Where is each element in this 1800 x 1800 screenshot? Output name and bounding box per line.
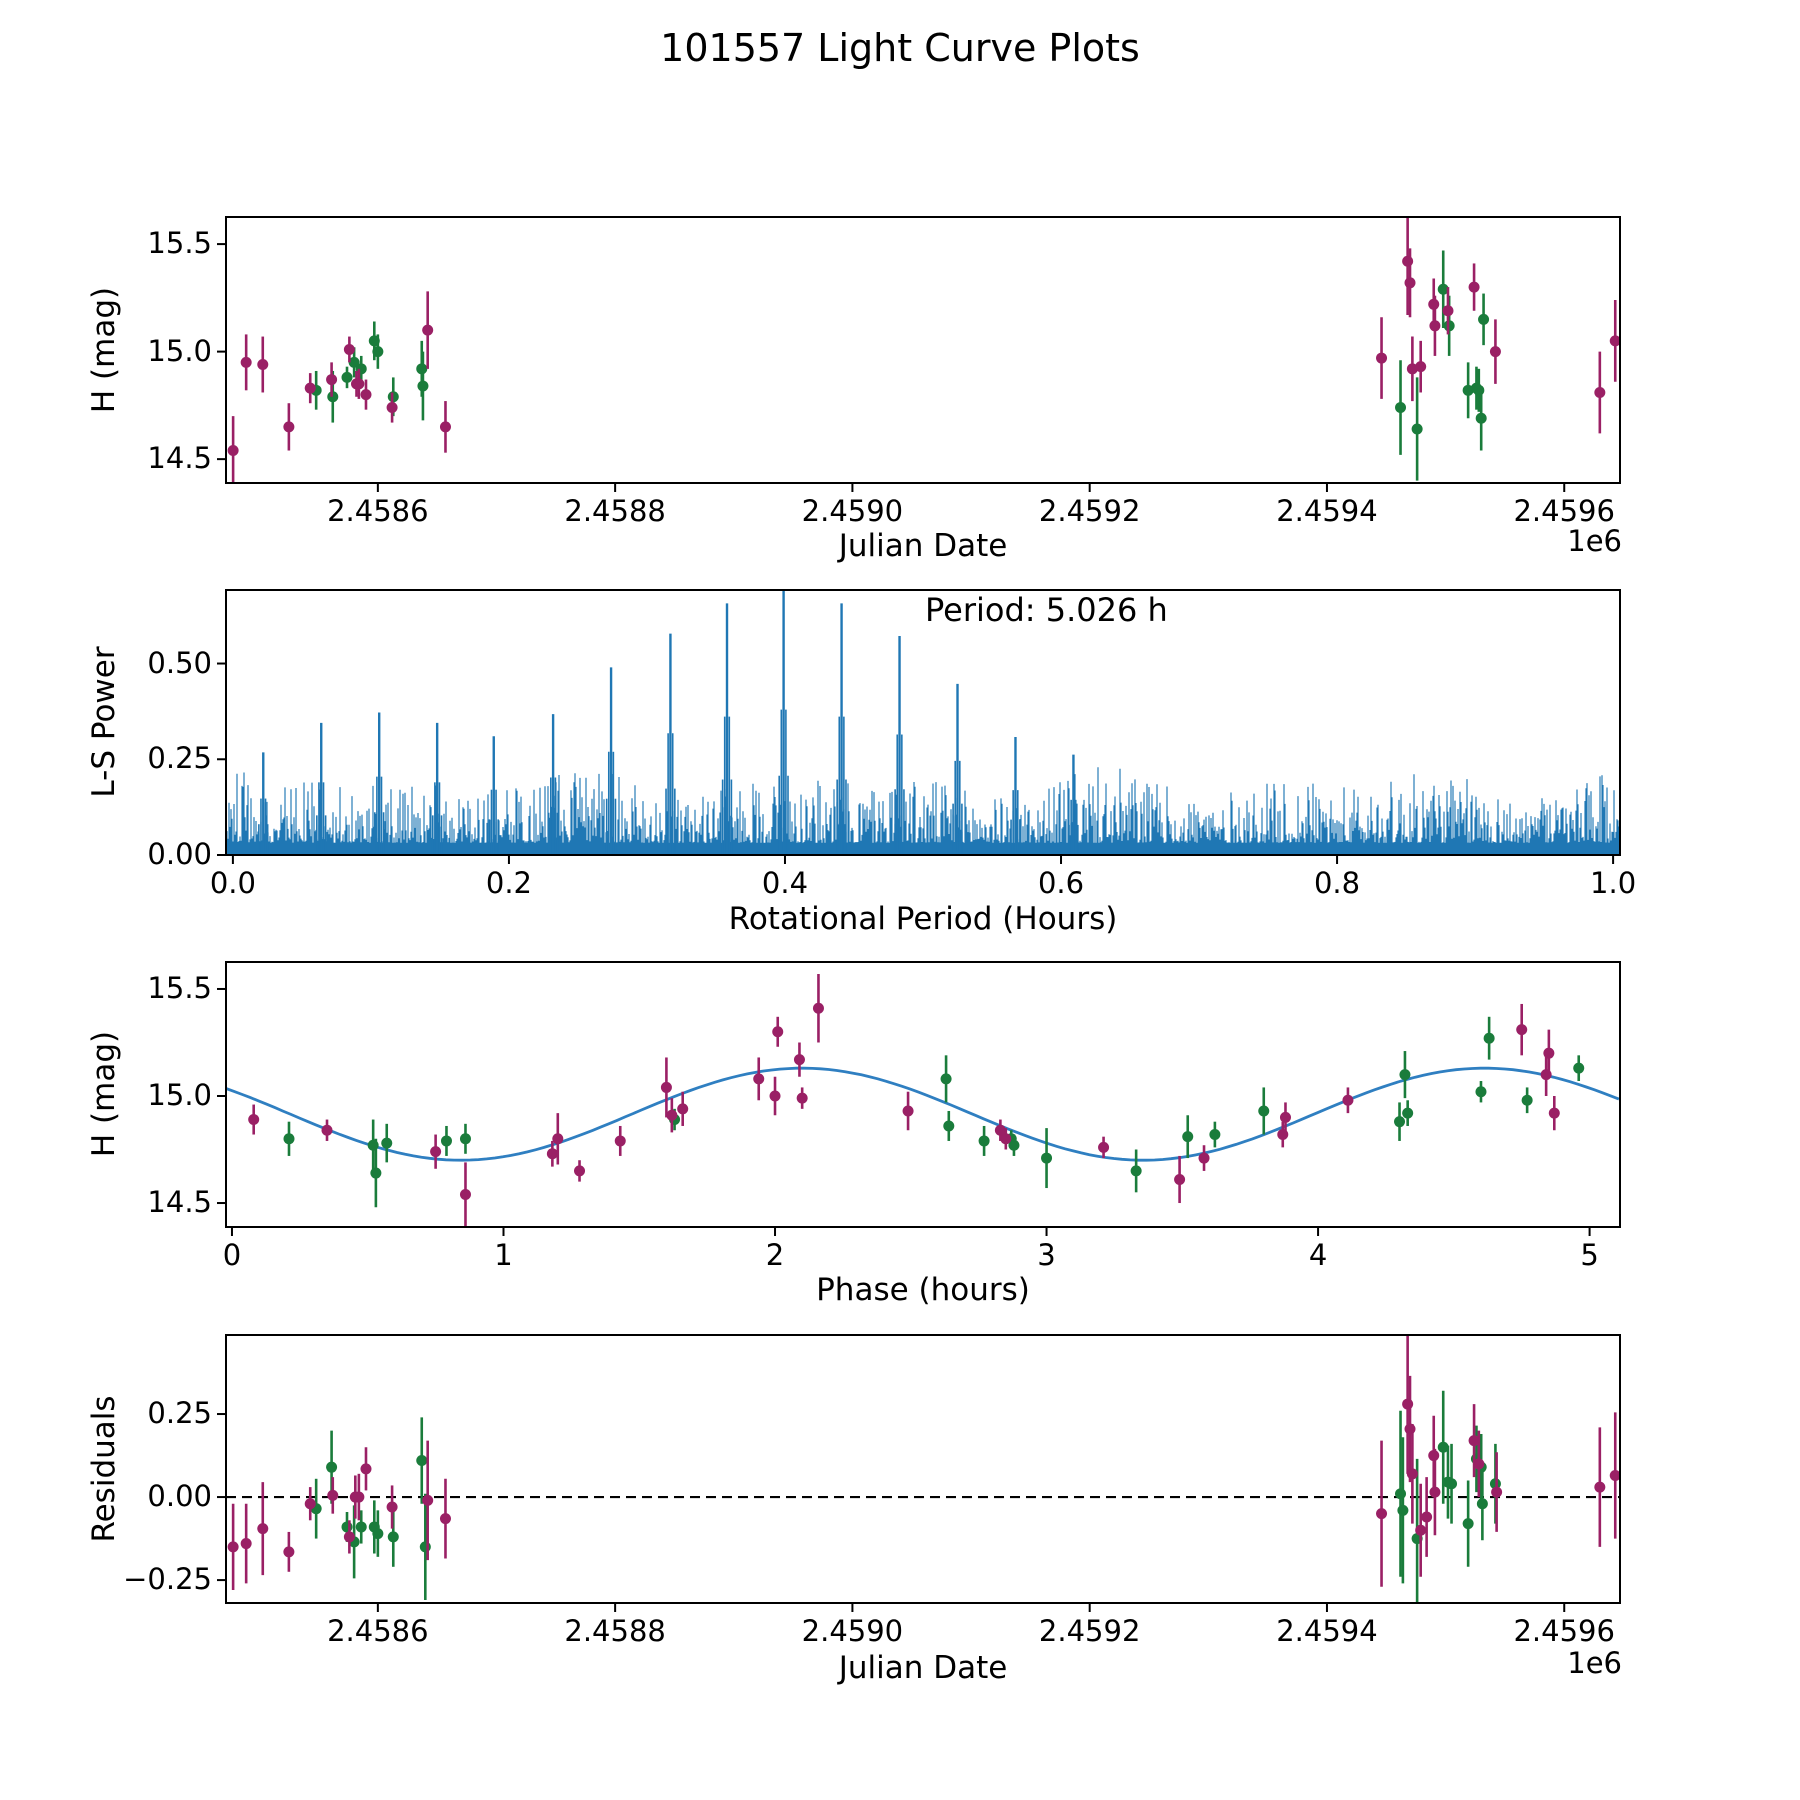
data-point [1516, 1024, 1527, 1035]
data-point [1397, 1505, 1408, 1516]
data-point [1446, 1478, 1457, 1489]
data-point [941, 1073, 952, 1084]
data-point [353, 378, 364, 389]
x-tick-label: 0.2 [485, 866, 532, 900]
x-tick-label: 2.4586 [327, 494, 429, 528]
data-point [753, 1073, 764, 1084]
data-point [416, 1455, 427, 1466]
data-point [1421, 1511, 1432, 1522]
data-point [387, 402, 398, 413]
purple-series [228, 208, 1621, 485]
x-tick-label: 2.4592 [1038, 1614, 1141, 1648]
data-point [1543, 1048, 1554, 1059]
data-point [327, 1490, 338, 1501]
data-point [1473, 385, 1484, 396]
data-point [283, 1133, 294, 1144]
data-point [440, 1513, 451, 1524]
data-point [1405, 1423, 1416, 1434]
y-tick-label: −0.25 [123, 1562, 212, 1597]
data-point [1463, 1518, 1474, 1529]
panel3-y-axis-label: H (mag) [86, 1030, 122, 1158]
data-point [1490, 346, 1501, 357]
x-tick-label: 1 [494, 1238, 513, 1272]
data-point [322, 1125, 333, 1136]
data-point [661, 1082, 672, 1093]
data-point [1131, 1165, 1142, 1176]
data-point [241, 357, 252, 368]
panel4-x-axis-label: Julian Date [838, 1650, 1008, 1686]
purple-series [228, 1334, 1621, 1590]
data-point [903, 1105, 914, 1116]
data-point [1412, 424, 1423, 435]
data-point [372, 1528, 383, 1539]
data-point [1376, 1508, 1387, 1519]
x-tick-label: 2.4590 [801, 494, 904, 528]
data-point [460, 1189, 471, 1200]
data-point [1522, 1095, 1533, 1106]
data-point [574, 1165, 585, 1176]
data-point [1395, 1488, 1406, 1499]
x-tick-label: 0.4 [761, 866, 809, 900]
y-tick-label: 15.5 [147, 970, 212, 1005]
data-point [342, 372, 353, 383]
data-point [360, 389, 371, 400]
x-tick-label: 0 [222, 1238, 242, 1272]
data-point [1415, 361, 1426, 372]
x-tick-label: 0.6 [1037, 866, 1085, 900]
period-annotation: Period: 5.026 h [925, 591, 1168, 629]
y-tick-label: 14.5 [147, 441, 212, 476]
data-point [1484, 1033, 1495, 1044]
data-point [283, 421, 294, 432]
data-point [241, 1538, 252, 1549]
y-tick-label: 0.00 [147, 837, 212, 871]
x-tick-label: 4 [1308, 1238, 1328, 1272]
data-point [797, 1093, 808, 1104]
x-tick-label: 1.0 [1590, 866, 1637, 900]
data-point [420, 1541, 431, 1552]
x-tick-label: 2.4594 [1276, 1614, 1378, 1648]
data-point [552, 1133, 563, 1144]
x-tick-label: 2.4588 [564, 1614, 666, 1648]
data-point [1594, 1482, 1605, 1493]
figure-title: 101557 Light Curve Plots [660, 26, 1140, 70]
panel1-axis-offset-text: 1e6 [1567, 524, 1622, 558]
x-tick-label: 0.8 [1313, 866, 1361, 900]
data-point [417, 381, 428, 392]
data-point [440, 421, 451, 432]
data-point [547, 1148, 558, 1159]
data-point [1429, 320, 1440, 331]
data-point [1476, 413, 1487, 424]
data-point [1478, 314, 1489, 325]
data-point [257, 359, 268, 370]
data-point [943, 1120, 954, 1131]
data-point [305, 1498, 316, 1509]
data-point [1491, 1487, 1502, 1498]
data-point [388, 1531, 399, 1542]
panel1-x-axis-label: Julian Date [838, 528, 1008, 564]
y-tick-label: 0.00 [147, 1479, 212, 1514]
data-point [1475, 1086, 1486, 1097]
x-tick-label: 5 [1580, 1238, 1599, 1272]
data-point [979, 1135, 990, 1146]
green-series [311, 1391, 1501, 1618]
y-tick-label: 0.50 [147, 645, 212, 680]
panel-phased-data [226, 974, 1619, 1227]
x-tick-label: 2.4596 [1513, 494, 1615, 528]
data-point [344, 344, 355, 355]
x-tick-label: 2 [765, 1238, 785, 1272]
data-point [1209, 1129, 1220, 1140]
y-tick-label: 14.5 [147, 1185, 212, 1220]
data-point [1199, 1153, 1210, 1164]
data-point [387, 1502, 398, 1513]
data-point [370, 1168, 381, 1179]
data-point [422, 1495, 433, 1506]
data-point [1429, 1487, 1440, 1498]
data-point [430, 1146, 441, 1157]
data-point [1442, 305, 1453, 316]
data-point [228, 1541, 239, 1552]
data-point [1399, 1069, 1410, 1080]
data-point [1342, 1095, 1353, 1106]
data-point [342, 1521, 353, 1532]
data-point [1573, 1063, 1584, 1074]
data-point [677, 1103, 688, 1114]
data-point [353, 1492, 364, 1503]
data-point [1376, 353, 1387, 364]
data-point [1405, 277, 1416, 288]
data-point [228, 445, 239, 456]
data-point [1000, 1133, 1011, 1144]
x-tick-label: 2.4590 [801, 1614, 904, 1648]
data-point [1415, 1525, 1426, 1536]
x-tick-label: 2.4586 [327, 1614, 429, 1648]
data-point [1041, 1153, 1052, 1164]
y-tick-label: 15.0 [147, 1077, 212, 1112]
panel2-x-axis-label: Rotational Period (Hours) [728, 901, 1118, 937]
data-point [441, 1135, 452, 1146]
data-point [1395, 402, 1406, 413]
data-point [1394, 1116, 1405, 1127]
panel1-y-axis-label: H (mag) [86, 286, 122, 414]
panel4-y-axis-label: Residuals [86, 1395, 122, 1543]
data-point [422, 325, 433, 336]
y-tick-label: 15.5 [147, 226, 212, 261]
panel-lightcurve-data [228, 208, 1621, 485]
data-point [360, 1463, 371, 1474]
y-tick-label: 0.25 [147, 1396, 212, 1431]
data-point [381, 1138, 392, 1149]
purple-series [248, 974, 1560, 1227]
data-point [1473, 1458, 1484, 1469]
data-point [666, 1110, 677, 1121]
data-point [1407, 1468, 1418, 1479]
data-point [770, 1090, 781, 1101]
y-tick-label: 0.25 [147, 741, 212, 776]
data-point [1098, 1142, 1109, 1153]
data-point [1182, 1131, 1193, 1142]
green-series [311, 251, 1489, 481]
data-point [1402, 1108, 1413, 1119]
panel-residuals-data [226, 1334, 1621, 1618]
data-point [794, 1054, 805, 1065]
data-point [1549, 1108, 1560, 1119]
data-point [1594, 387, 1605, 398]
data-point [1477, 1498, 1488, 1509]
y-tick-label: 15.0 [147, 333, 212, 368]
panel3-x-axis-label: Phase (hours) [816, 1272, 1030, 1308]
x-tick-label: 2.4592 [1038, 494, 1141, 528]
panel2-y-axis-label: L-S Power [86, 646, 122, 798]
data-point [1402, 1399, 1413, 1410]
data-point [326, 1462, 337, 1473]
panel-periodogram-data [226, 591, 1620, 855]
data-point [615, 1135, 626, 1146]
x-tick-label: 0.0 [209, 866, 256, 900]
data-point [813, 1003, 824, 1014]
data-point [257, 1523, 268, 1534]
x-tick-label: 2.4596 [1513, 1614, 1615, 1648]
data-point [1469, 282, 1480, 293]
data-point [326, 374, 337, 385]
panel4-axis-offset-text: 1e6 [1567, 1646, 1622, 1680]
x-tick-label: 3 [1037, 1238, 1056, 1272]
x-tick-label: 2.4588 [564, 494, 666, 528]
data-point [248, 1114, 259, 1125]
data-point [372, 346, 383, 357]
data-point [305, 383, 316, 394]
green-series [283, 1017, 1584, 1208]
data-point [356, 1521, 367, 1532]
data-point [460, 1133, 471, 1144]
data-point [1174, 1174, 1185, 1185]
data-point [772, 1026, 783, 1037]
data-point [283, 1546, 294, 1557]
data-point [1280, 1112, 1291, 1123]
x-tick-label: 2.4594 [1276, 494, 1378, 528]
data-point [344, 1531, 355, 1542]
data-point [1402, 256, 1413, 267]
data-point [1258, 1105, 1269, 1116]
